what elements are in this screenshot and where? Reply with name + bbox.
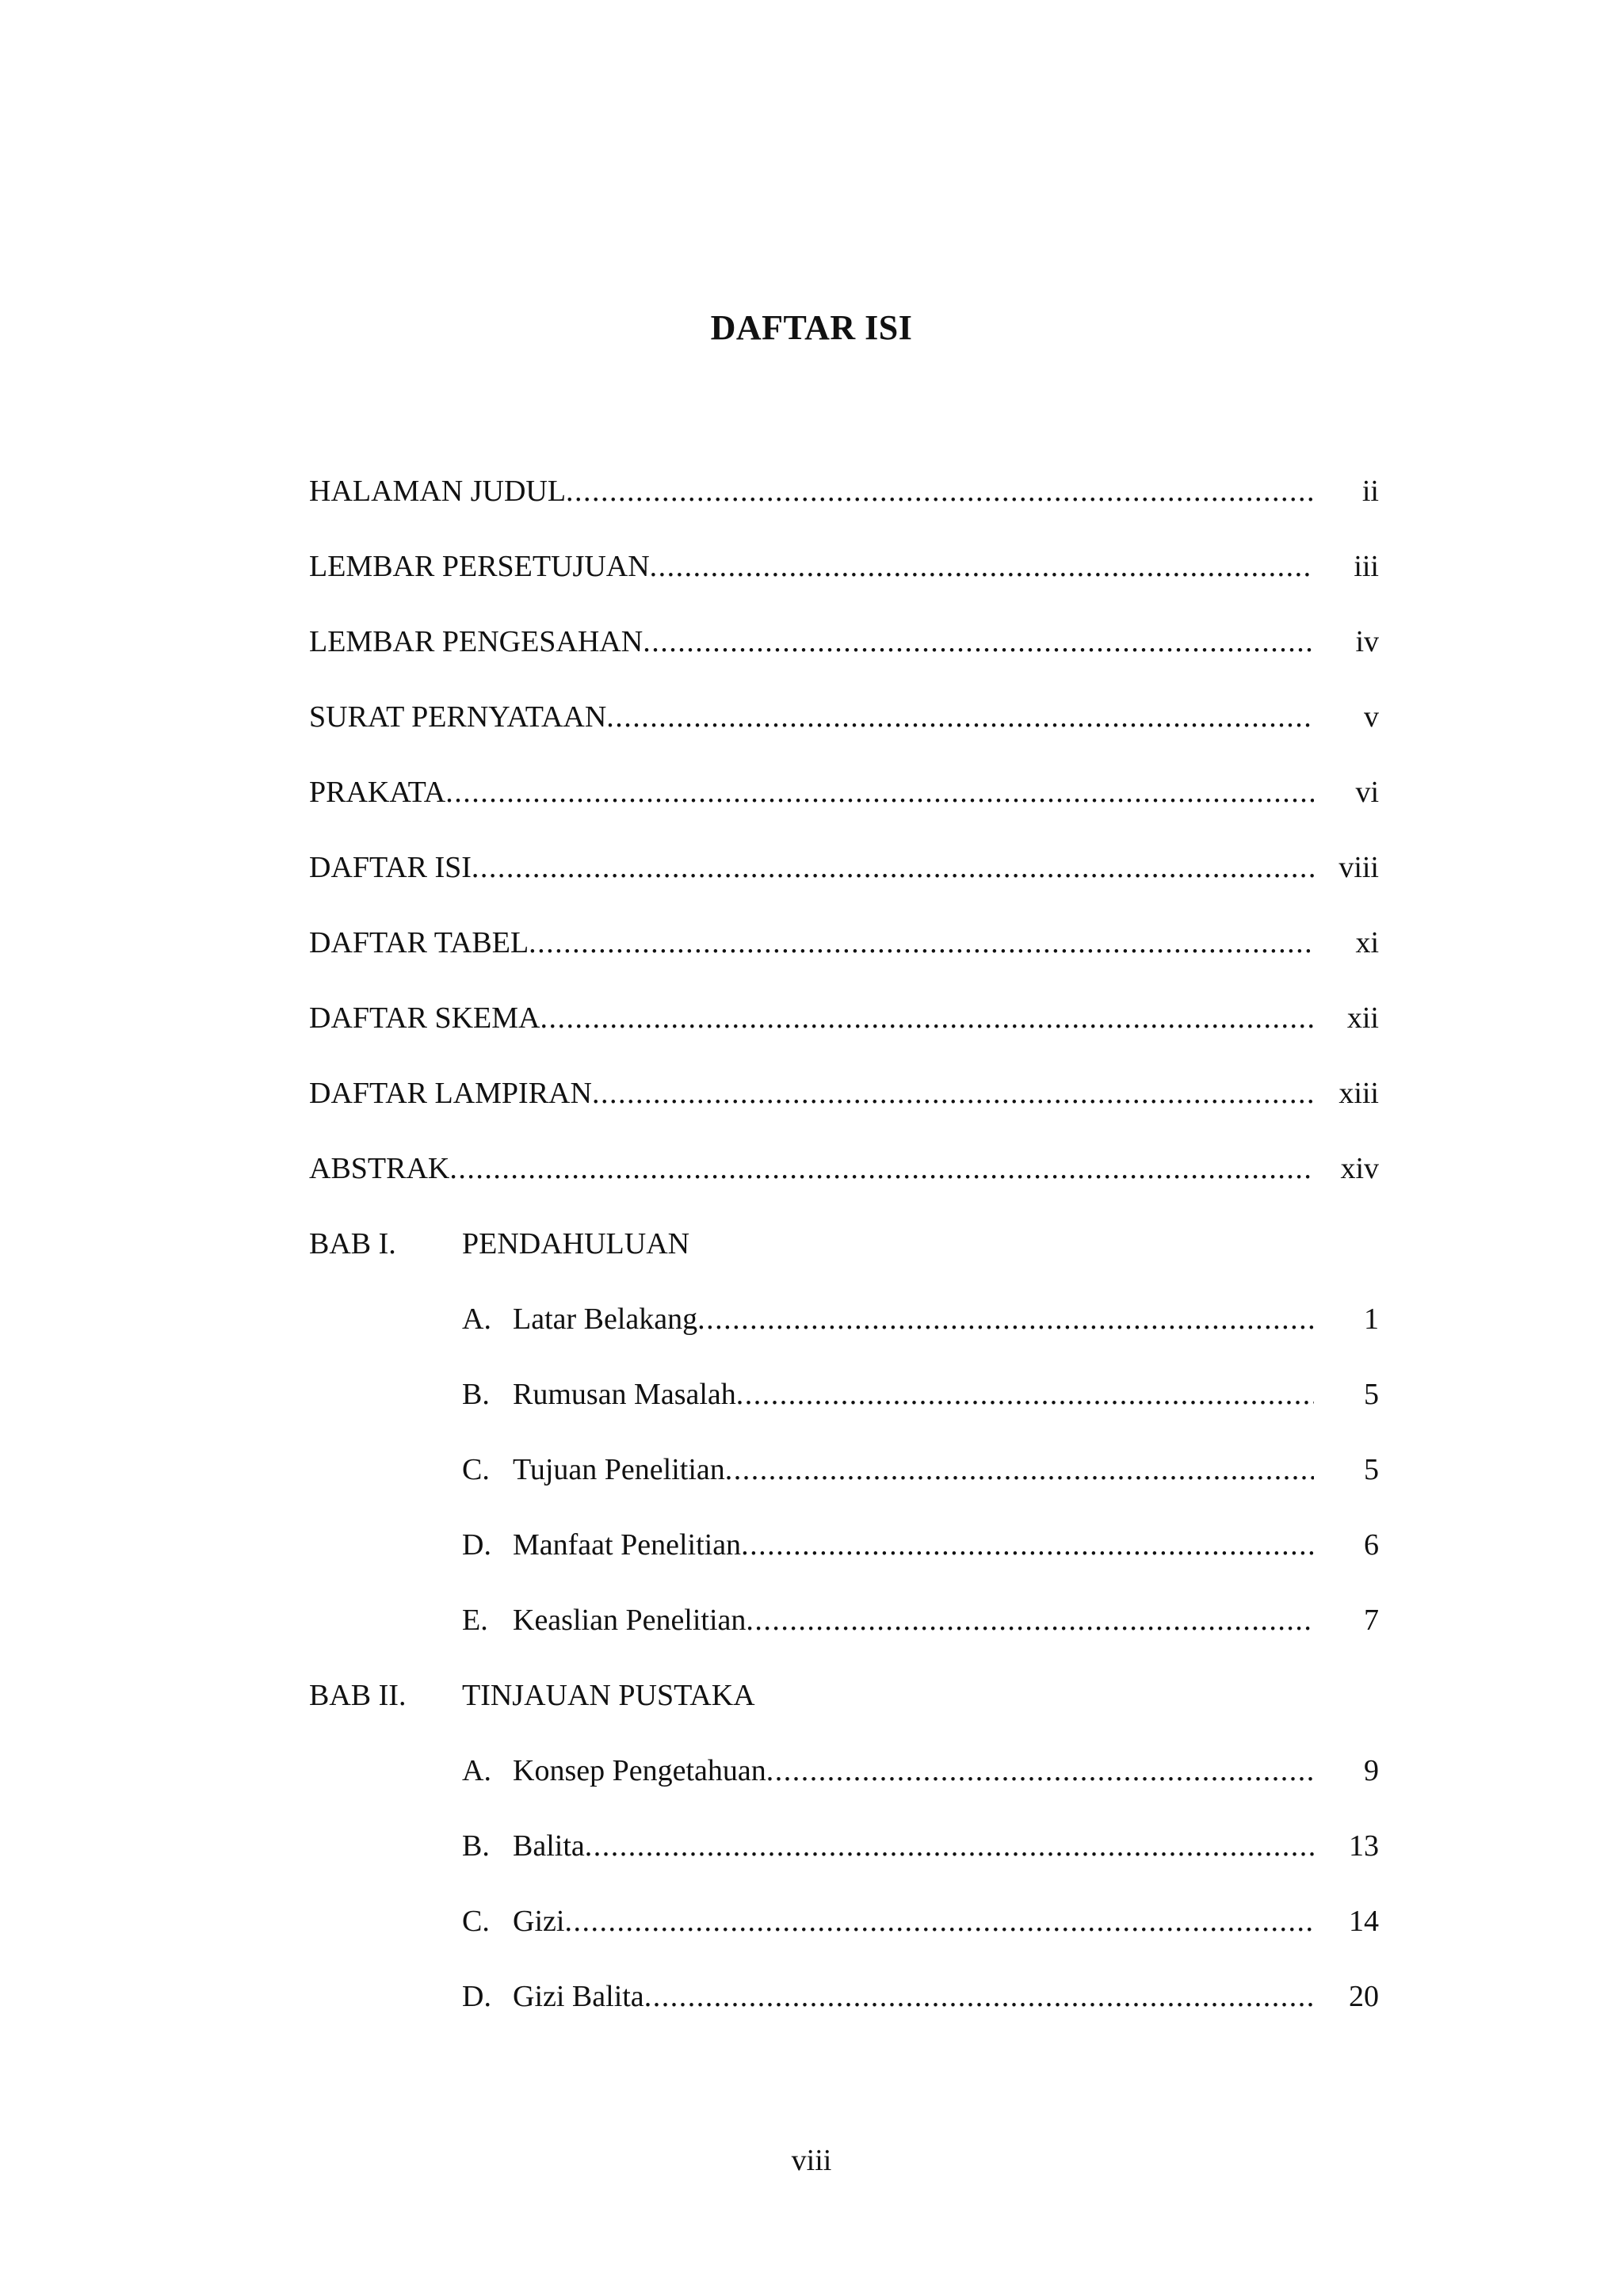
dot-leader [650,541,1314,592]
dot-leader [445,767,1314,818]
dot-leader [697,1294,1314,1344]
section-letter: D. [462,1528,491,1562]
toc-entry-lembar-persetujuan [309,541,1379,616]
dot-leader [529,917,1314,968]
dot-leader [472,842,1314,893]
toc-entry-page: vi [1355,776,1379,809]
dot-leader [564,1896,1314,1947]
dot-leader [585,1821,1314,1871]
toc-entry-daftar-lampiran [309,1068,1379,1143]
toc-entry-page: iii [1354,550,1379,583]
dot-leader [746,1595,1314,1646]
section-page: 1 [1364,1302,1379,1336]
section-letter: C. [462,1453,490,1486]
toc-section-entry [309,1294,1379,1369]
toc-entry-page: xiii [1338,1077,1379,1110]
toc-entry-page: v [1364,700,1379,734]
section-label: Keaslian Penelitian [513,1604,747,1637]
page-title: DAFTAR ISI [710,308,913,347]
toc-entry-halaman-judul [309,466,1379,541]
toc-section-entry [309,1444,1379,1520]
section-letter: C. [462,1905,490,1938]
section-page: 9 [1364,1754,1379,1787]
toc-section-entry [309,1971,1379,2046]
toc-section-entry [309,1821,1379,1896]
section-page: 5 [1364,1378,1379,1411]
toc-entry-page: xi [1355,926,1379,959]
toc-entry-page: ii [1361,475,1379,508]
toc-entry-label: LEMBAR PERSETUJUAN [309,550,650,583]
section-letter: D. [462,1980,491,2013]
dot-leader [766,1745,1314,1796]
toc-entry-daftar-tabel [309,917,1379,993]
toc-entry-prakata [309,767,1379,842]
toc-chapter-heading [309,1670,1379,1745]
section-page: 13 [1349,1829,1379,1863]
toc-chapter-heading [309,1219,1379,1294]
page-number: viii [791,2144,832,2177]
toc-entry-daftar-isi [309,842,1379,917]
section-page: 14 [1349,1905,1379,1938]
section-label: Gizi [513,1905,565,1938]
toc-entry-page: xii [1346,1001,1379,1035]
toc-section-entry [309,1745,1379,1821]
toc-entry-label: ABSTRAK [309,1152,450,1185]
chapter-title: TINJAUAN PUSTAKA [462,1679,755,1712]
section-letter: E. [462,1604,488,1637]
dot-leader [540,993,1315,1043]
dot-leader [741,1520,1314,1570]
toc-entry-label: SURAT PERNYATAAN [309,700,607,734]
section-page: 5 [1364,1453,1379,1486]
toc-entry-label: DAFTAR LAMPIRAN [309,1077,592,1110]
toc-entry-page: iv [1355,625,1379,658]
toc-entry-label: HALAMAN JUDUL [309,475,567,508]
toc-entry-label: DAFTAR ISI [309,851,472,884]
dot-leader [644,1971,1314,2022]
chapter-number: BAB II. [309,1679,407,1712]
toc-entry-label: LEMBAR PENGESAHAN [309,625,643,658]
table-of-contents [309,466,1379,2046]
toc-entry-label: DAFTAR SKEMA [309,1001,540,1035]
section-label: Gizi Balita [513,1980,644,2013]
toc-entry-label: PRAKATA [309,776,446,809]
toc-entry-label: DAFTAR TABEL [309,926,529,959]
toc-entry-surat-pernyataan [309,692,1379,767]
section-label: Tujuan Penelitian [513,1453,725,1486]
toc-section-entry [309,1369,1379,1444]
chapter-title: PENDAHULUAN [462,1227,690,1261]
dot-leader [643,616,1314,667]
toc-section-entry [309,1520,1379,1595]
toc-section-entry [309,1595,1379,1670]
chapter-number: BAB I. [309,1227,396,1261]
section-page: 7 [1364,1604,1379,1637]
section-label: Rumusan Masalah [513,1378,736,1411]
toc-entry-page: xiv [1340,1152,1379,1185]
dot-leader [736,1369,1314,1420]
toc-entry-page: viii [1338,851,1379,884]
section-label: Manfaat Penelitian [513,1528,742,1562]
section-label: Balita [513,1829,585,1863]
section-letter: B. [462,1829,490,1863]
dot-leader [449,1143,1314,1194]
section-page: 20 [1349,1980,1379,2013]
dot-leader [566,466,1314,517]
toc-entry-daftar-skema [309,993,1379,1068]
section-label: Konsep Pengetahuan [513,1754,766,1787]
dot-leader [592,1068,1314,1119]
toc-entry-abstrak [309,1143,1379,1219]
toc-entry-lembar-pengesahan [309,616,1379,692]
section-letter: A. [462,1302,491,1336]
section-label: Latar Belakang [513,1302,698,1336]
dot-leader [725,1444,1314,1495]
section-page: 6 [1364,1528,1379,1562]
section-letter: B. [462,1378,490,1411]
dot-leader [606,692,1314,742]
section-letter: A. [462,1754,491,1787]
toc-section-entry [309,1896,1379,1971]
